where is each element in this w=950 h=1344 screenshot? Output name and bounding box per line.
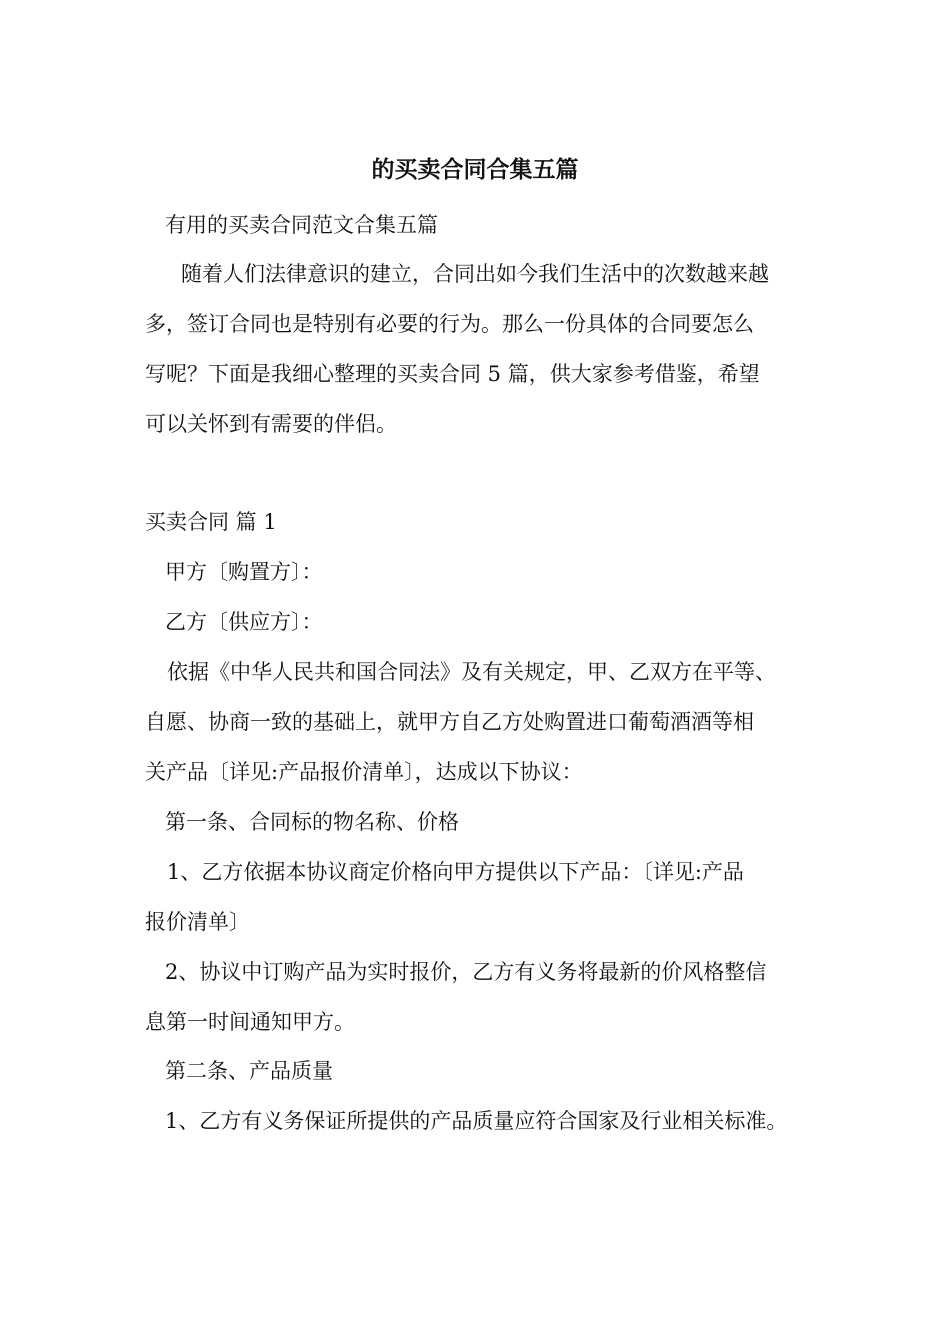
- document-subtitle-block: [145, 200, 825, 250]
- intro-line: 多，签订合同也是特别有必要的行为。那么一份具体的合同要怎么: [145, 312, 754, 336]
- intro-line: 随着人们法律意识的建立，合同出如今我们生活中的次数越来越: [181, 262, 769, 286]
- basis-line: 关产品〔详见:产品报价清单〕，达成以下协议：: [145, 760, 583, 784]
- article-2-heading: 第二条、产品质量: [165, 1059, 333, 1083]
- party-a-line: 甲方〔购置方〕：: [165, 560, 323, 584]
- document-title: 的买卖合同合集五篇: [371, 157, 579, 183]
- basis-paragraph: [145, 647, 825, 797]
- basis-line: 依据《中华人民共和国合同法》及有关规定，甲、乙双方在平等、: [167, 660, 776, 684]
- article-1-item-2-line: 2、协议中订购产品为实时报价，乙方有义务将最新的价风格整信: [165, 960, 767, 984]
- document-subtitle: 有用的买卖合同范文合集五篇: [165, 213, 438, 237]
- article-1: [145, 797, 825, 1047]
- article-1-heading: 第一条、合同标的物名称、价格: [165, 810, 459, 834]
- article-2-item-1: 1、乙方有义务保证所提供的产品质量应符合国家及行业相关标准。: [165, 1109, 788, 1133]
- intro-line: 可以关怀到有需要的伴侣。: [145, 412, 397, 436]
- section-heading: 买卖合同 篇 1: [145, 510, 277, 534]
- article-1-item-1-line: 1、乙方依据本协议商定价格向甲方提供以下产品：〔详见:产品: [167, 860, 744, 884]
- section-heading-block: [145, 497, 825, 647]
- article-1-item-2-line: 息第一时间通知甲方。: [145, 1010, 355, 1034]
- party-b-line: 乙方〔供应方〕：: [165, 610, 323, 634]
- intro-paragraph: [145, 249, 825, 449]
- article-2: [145, 1046, 825, 1146]
- article-1-item-1-line: 报价清单〕: [145, 910, 250, 934]
- intro-line: 写呢？下面是我细心整理的买卖合同 5 篇，供大家参考借鉴，希望: [145, 362, 760, 386]
- basis-line: 自愿、协商一致的基础上，就甲方自乙方处购置进口葡萄酒酒等相: [145, 710, 754, 734]
